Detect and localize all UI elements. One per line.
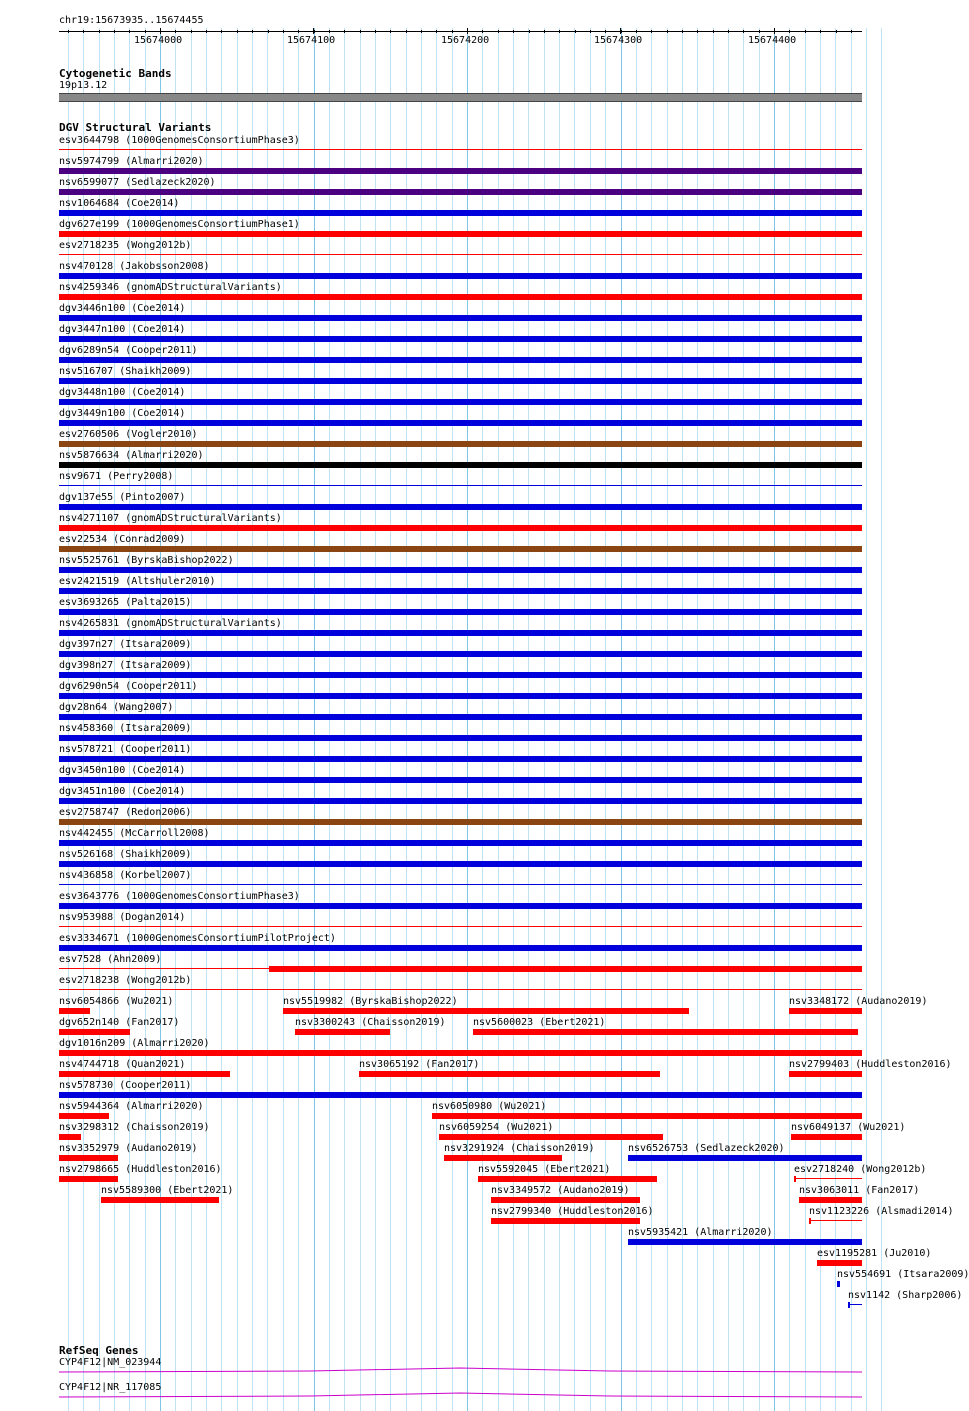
variant-label[interactable]: nsv578721 (Cooper2011) — [59, 744, 192, 755]
variant-bar[interactable] — [59, 651, 862, 657]
variant-bar[interactable] — [59, 441, 862, 447]
grid-line — [881, 28, 882, 1411]
variant-label[interactable]: dgv3447n100 (Coe2014) — [59, 324, 186, 335]
variant-bar[interactable] — [478, 1176, 657, 1182]
variant-bar[interactable] — [59, 798, 862, 804]
variant-label[interactable]: nsv1064684 (Coe2014) — [59, 198, 180, 209]
ruler-minor-tick — [636, 30, 637, 33]
variant-bar[interactable] — [837, 1281, 840, 1287]
ruler-tick-label: 15674200 — [441, 35, 490, 46]
variant-bar[interactable] — [799, 1197, 862, 1203]
ruler-minor-tick — [99, 30, 100, 33]
variant-bar[interactable] — [59, 1176, 118, 1182]
ruler-minor-tick — [268, 30, 269, 33]
variant-label[interactable]: nsv1142 (Sharp2006) — [848, 1290, 963, 1301]
variant-bar[interactable] — [628, 1239, 862, 1245]
variant-label[interactable]: dgv28n64 (Wang2007) — [59, 702, 174, 713]
cytoband-bar[interactable] — [59, 93, 862, 102]
variant-bar[interactable] — [491, 1197, 640, 1203]
variant-bar[interactable] — [59, 630, 862, 636]
variant-bar[interactable] — [439, 1134, 663, 1140]
variant-label[interactable]: nsv578730 (Cooper2011) — [59, 1080, 192, 1091]
gene-intron-line[interactable] — [0, 1391, 890, 1399]
variant-bar[interactable] — [59, 315, 862, 321]
gene-line — [59, 1393, 862, 1397]
ruler-minor-tick — [206, 30, 207, 33]
variant-bar[interactable] — [59, 1113, 109, 1119]
variant-bar[interactable] — [491, 1218, 640, 1224]
variant-cap — [794, 1176, 796, 1182]
variant-label[interactable]: nsv442455 (McCarroll2008) — [59, 828, 210, 839]
grid-line — [866, 28, 867, 1411]
variant-bar[interactable] — [59, 840, 862, 846]
variant-label[interactable]: nsv6049137 (Wu2021) — [791, 1122, 906, 1133]
ruler-minor-tick — [436, 30, 437, 33]
variant-label[interactable]: dgv6290n54 (Cooper2011) — [59, 681, 198, 692]
variant-label[interactable]: nsv2799340 (Huddleston2016) — [491, 1206, 654, 1217]
variant-bar[interactable] — [444, 1155, 562, 1161]
variant-label[interactable]: dgv3446n100 (Coe2014) — [59, 303, 186, 314]
variant-label[interactable]: esv2760506 (Vogler2010) — [59, 429, 198, 440]
variant-label[interactable]: dgv627e199 (1000GenomesConsortiumPhase1) — [59, 219, 300, 230]
ruler-minor-tick — [697, 30, 698, 33]
variant-label[interactable]: nsv953988 (Dogan2014) — [59, 912, 186, 923]
variant-cap — [809, 1218, 811, 1224]
ruler-minor-tick — [498, 30, 499, 33]
variant-bar[interactable] — [59, 945, 862, 951]
variant-bar[interactable] — [59, 1008, 90, 1014]
variant-label[interactable]: esv3644798 (1000GenomesConsortiumPhase3) — [59, 135, 300, 146]
ruler-minor-tick — [513, 30, 514, 33]
variant-label[interactable]: nsv5600023 (Ebert2021) — [473, 1017, 606, 1028]
variant-label[interactable]: nsv3300243 (Chaisson2019) — [295, 1017, 446, 1028]
ruler-minor-tick — [605, 30, 606, 33]
variant-label[interactable]: nsv3065192 (Fan2017) — [359, 1059, 480, 1070]
ruler-minor-tick — [452, 30, 453, 33]
variant-label[interactable]: nsv4265831 (gnomADStructuralVariants) — [59, 618, 282, 629]
variant-label[interactable]: dgv397n27 (Itsara2009) — [59, 639, 192, 650]
variant-bar[interactable] — [59, 926, 862, 927]
ruler-tick-label: 15674300 — [594, 35, 643, 46]
variant-bar[interactable] — [59, 399, 862, 405]
variant-bar[interactable] — [59, 714, 862, 720]
ruler-minor-tick — [789, 30, 790, 33]
ruler-minor-tick — [145, 30, 146, 33]
variant-label[interactable]: dgv137e55 (Pinto2007) — [59, 492, 186, 503]
variant-bar[interactable] — [59, 546, 862, 552]
variant-label[interactable]: nsv9671 (Perry2008) — [59, 471, 174, 482]
variant-bar[interactable] — [59, 1092, 862, 1098]
refseq-track-title: RefSeq Genes — [59, 1344, 139, 1357]
gene-label[interactable]: CYP4F12|NM_023944 — [59, 1357, 162, 1368]
variant-cap — [848, 1302, 850, 1308]
variant-bar[interactable] — [59, 294, 862, 300]
ruler-minor-tick — [421, 30, 422, 33]
variant-label[interactable]: dgv3450n100 (Coe2014) — [59, 765, 186, 776]
ruler-minor-tick — [559, 30, 560, 33]
variant-label[interactable]: nsv5525761 (ByrskaBishop2022) — [59, 555, 234, 566]
variant-label[interactable]: dgv398n27 (Itsara2009) — [59, 660, 192, 671]
ruler-minor-tick — [590, 30, 591, 33]
variant-bar[interactable] — [59, 504, 862, 510]
variant-label[interactable]: nsv516707 (Shaikh2009) — [59, 366, 192, 377]
variant-label[interactable]: nsv436858 (Korbel2007) — [59, 870, 192, 881]
ruler-minor-tick — [114, 30, 115, 33]
variant-bar[interactable] — [59, 989, 862, 990]
ruler-minor-tick — [68, 30, 69, 33]
ruler-minor-tick — [759, 30, 760, 33]
ruler-tick-label: 15674400 — [748, 35, 797, 46]
variant-label[interactable]: esv3643776 (1000GenomesConsortiumPhase3) — [59, 891, 300, 902]
ruler-minor-tick — [621, 30, 622, 33]
variant-label[interactable]: nsv3348172 (Audano2019) — [789, 996, 928, 1007]
variant-label[interactable]: nsv6059254 (Wu2021) — [439, 1122, 554, 1133]
variant-bar[interactable] — [101, 1197, 219, 1203]
variant-label[interactable]: nsv6050980 (Wu2021) — [432, 1101, 547, 1112]
ruler-minor-tick — [314, 30, 315, 33]
variant-bar[interactable] — [791, 1134, 862, 1140]
variant-label[interactable]: nsv6599077 (Sedlazeck2020) — [59, 177, 216, 188]
ruler-minor-tick — [221, 30, 222, 33]
variant-bar[interactable] — [59, 756, 862, 762]
variant-bar[interactable] — [809, 1220, 862, 1221]
variant-bar[interactable] — [59, 861, 862, 867]
variant-bar[interactable] — [794, 1178, 862, 1179]
variant-bar[interactable] — [59, 149, 862, 150]
variant-label[interactable]: nsv2799403 (Huddleston2016) — [789, 1059, 952, 1070]
variant-label[interactable]: nsv5592045 (Ebert2021) — [478, 1164, 611, 1175]
variant-label[interactable]: dgv3448n100 (Coe2014) — [59, 387, 186, 398]
ruler-minor-tick — [805, 30, 806, 33]
ruler-minor-tick — [651, 30, 652, 33]
variant-label[interactable]: nsv6054866 (Wu2021) — [59, 996, 174, 1007]
variant-bar[interactable] — [628, 1155, 862, 1161]
ruler-minor-tick — [175, 30, 176, 33]
variant-label[interactable]: nsv5519982 (ByrskaBishop2022) — [283, 996, 458, 1007]
ruler-minor-tick — [529, 30, 530, 33]
variant-label[interactable]: esv1195281 (Ju2010) — [817, 1248, 932, 1259]
variant-bar[interactable] — [59, 819, 862, 825]
ruler-minor-tick — [83, 30, 84, 33]
gene-intron-line[interactable] — [0, 1366, 890, 1374]
variant-bar[interactable] — [59, 357, 862, 363]
variant-label[interactable]: nsv3349572 (Audano2019) — [491, 1185, 630, 1196]
variant-bar[interactable] — [59, 735, 862, 741]
ruler-minor-tick — [360, 30, 361, 33]
ruler-minor-tick — [237, 30, 238, 33]
variant-label[interactable]: nsv526168 (Shaikh2009) — [59, 849, 192, 860]
variant-label[interactable]: dgv3451n100 (Coe2014) — [59, 786, 186, 797]
variant-label[interactable]: nsv3298312 (Chaisson2019) — [59, 1122, 210, 1133]
variant-bar[interactable] — [59, 1050, 862, 1056]
variant-bar[interactable] — [59, 1155, 118, 1161]
variant-bar[interactable] — [59, 336, 862, 342]
ruler-tick-label: 15674100 — [287, 35, 336, 46]
ruler-minor-tick — [575, 30, 576, 33]
ruler-minor-tick — [774, 30, 775, 33]
variant-bar[interactable] — [59, 273, 862, 279]
variant-bar[interactable] — [359, 1071, 660, 1077]
variant-bar[interactable] — [59, 693, 862, 699]
ruler-minor-tick — [713, 30, 714, 33]
ruler-minor-tick — [252, 30, 253, 33]
variant-label[interactable]: nsv3352979 (Audano2019) — [59, 1143, 198, 1154]
variant-label[interactable]: nsv458360 (Itsara2009) — [59, 723, 192, 734]
variant-bar[interactable] — [59, 567, 862, 573]
variant-bar[interactable] — [59, 672, 862, 678]
variant-bar[interactable] — [59, 1071, 230, 1077]
ruler-minor-tick — [544, 30, 545, 33]
ruler-minor-tick — [728, 30, 729, 33]
variant-label[interactable]: nsv5935421 (Almarri2020) — [628, 1227, 773, 1238]
variant-label[interactable]: dgv1016n209 (Almarri2020) — [59, 1038, 210, 1049]
ruler-line — [59, 31, 862, 32]
variant-bar[interactable] — [789, 1071, 862, 1077]
variant-bar[interactable] — [848, 1304, 862, 1305]
gene-line — [59, 1368, 862, 1372]
ruler-minor-tick — [344, 30, 345, 33]
ruler-minor-tick — [743, 30, 744, 33]
variant-label[interactable]: esv2718238 (Wong2012b) — [59, 975, 192, 986]
variant-label[interactable]: esv22534 (Conrad2009) — [59, 534, 186, 545]
variant-label[interactable]: nsv5944364 (Almarri2020) — [59, 1101, 204, 1112]
variant-bar[interactable] — [283, 1008, 689, 1014]
variant-bar[interactable] — [59, 525, 862, 531]
variant-label[interactable]: esv7528 (Ahn2009) — [59, 954, 162, 965]
variant-thin-line — [59, 968, 269, 969]
variant-label[interactable]: nsv470128 (Jakobsson2008) — [59, 261, 210, 272]
ruler-minor-tick — [836, 30, 837, 33]
variant-label[interactable]: dgv3449n100 (Coe2014) — [59, 408, 186, 419]
variant-label[interactable]: nsv3063011 (Fan2017) — [799, 1185, 920, 1196]
ruler-minor-tick — [283, 30, 284, 33]
ruler-minor-tick — [390, 30, 391, 33]
variant-bar[interactable] — [59, 1134, 81, 1140]
ruler-minor-tick — [406, 30, 407, 33]
variant-label[interactable]: nsv3291924 (Chaisson2019) — [444, 1143, 595, 1154]
variant-bar[interactable] — [59, 777, 862, 783]
variant-bar[interactable] — [59, 231, 862, 237]
ruler-minor-tick — [820, 30, 821, 33]
ruler-minor-tick — [375, 30, 376, 33]
ruler-minor-tick — [482, 30, 483, 33]
variant-label[interactable]: nsv6526753 (Sedlazeck2020) — [628, 1143, 785, 1154]
variant-label[interactable]: nsv5589300 (Ebert2021) — [101, 1185, 234, 1196]
variant-bar[interactable] — [59, 189, 862, 195]
gene-label[interactable]: CYP4F12|NR_117085 — [59, 1382, 162, 1393]
variant-label[interactable]: dgv652n140 (Fan2017) — [59, 1017, 180, 1028]
variant-bar[interactable] — [59, 485, 862, 486]
variant-bar[interactable] — [59, 588, 862, 594]
locus-label: chr19:15673935..15674455 — [59, 15, 204, 26]
variant-label[interactable]: esv3693265 (Palta2015) — [59, 597, 192, 608]
variant-bar[interactable] — [59, 1029, 130, 1035]
variant-label[interactable]: nsv5974799 (Almarri2020) — [59, 156, 204, 167]
variant-bar[interactable] — [59, 903, 862, 909]
variant-label[interactable]: nsv2798665 (Huddleston2016) — [59, 1164, 222, 1175]
ruler-minor-tick — [191, 30, 192, 33]
ruler-minor-tick — [298, 30, 299, 33]
ruler-minor-tick — [129, 30, 130, 33]
cytobands-track-title: Cytogenetic Bands — [59, 67, 172, 80]
dgv-track-title: DGV Structural Variants — [59, 121, 212, 134]
variant-label[interactable]: nsv5876634 (Almarri2020) — [59, 450, 204, 461]
variant-bar[interactable] — [59, 462, 862, 468]
variant-label[interactable]: esv2718240 (Wong2012b) — [794, 1164, 927, 1175]
variant-bar[interactable] — [295, 1029, 390, 1035]
ruler-tick-label: 15674000 — [134, 35, 183, 46]
variant-bar[interactable] — [432, 1113, 862, 1119]
variant-bar[interactable] — [59, 168, 862, 174]
ruler-minor-tick — [467, 30, 468, 33]
variant-bar[interactable] — [59, 210, 862, 216]
variant-label[interactable]: esv2718235 (Wong2012b) — [59, 240, 192, 251]
variant-label[interactable]: nsv4271107 (gnomADStructuralVariants) — [59, 513, 282, 524]
variant-label[interactable]: nsv554691 (Itsara2009) — [837, 1269, 969, 1280]
variant-bar[interactable] — [59, 609, 862, 615]
variant-bar[interactable] — [59, 884, 862, 885]
variant-label[interactable]: esv3334671 (1000GenomesConsortiumPilotProject) — [59, 933, 336, 944]
variant-label[interactable]: esv2421519 (Altshuler2010) — [59, 576, 216, 587]
ruler-minor-tick — [851, 30, 852, 33]
variant-bar[interactable] — [789, 1008, 862, 1014]
variant-label[interactable]: dgv6289n54 (Cooper2011) — [59, 345, 198, 356]
variant-bar[interactable] — [473, 1029, 858, 1035]
variant-label[interactable]: nsv1123226 (Alsmadi2014) — [809, 1206, 954, 1217]
ruler-minor-tick — [682, 30, 683, 33]
ruler-minor-tick — [667, 30, 668, 33]
variant-label[interactable]: nsv4259346 (gnomADStructuralVariants) — [59, 282, 282, 293]
variant-bar[interactable] — [269, 966, 862, 972]
ruler-minor-tick — [160, 30, 161, 33]
variant-label[interactable]: esv2758747 (Redon2006) — [59, 807, 192, 818]
cytoband-label: 19p13.12 — [59, 80, 108, 91]
ruler-minor-tick — [329, 30, 330, 33]
variant-bar[interactable] — [59, 254, 862, 255]
variant-label[interactable]: nsv4744718 (Quan2021) — [59, 1059, 186, 1070]
variant-bar[interactable] — [59, 420, 862, 426]
variant-bar[interactable] — [59, 378, 862, 384]
variant-bar[interactable] — [817, 1260, 862, 1266]
